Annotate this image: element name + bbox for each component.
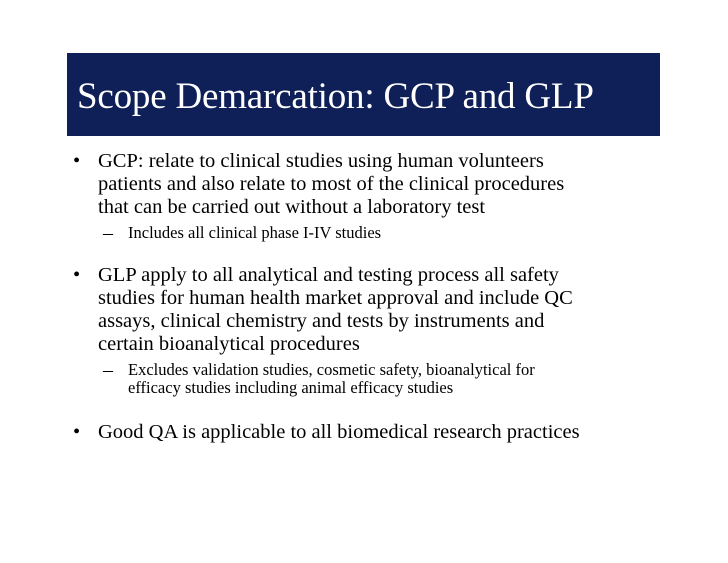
bullet-icon: • — [73, 264, 81, 286]
dash-icon: – — [103, 222, 113, 244]
bullet-text-line: certain bioanalytical procedures — [98, 333, 360, 355]
bullet-text-line: studies for human health market approval and include QC — [98, 287, 573, 309]
bullet-text-line: assays, clinical chemistry and tests by instruments and — [98, 310, 545, 332]
slide-title: Scope Demarcation: GCP and GLP — [77, 76, 594, 117]
sub-bullet-gcp-phases — [73, 224, 713, 242]
bullet-text-line: GCP: relate to clinical studies using human volunteers — [98, 150, 544, 172]
sub-bullet-text-line: Excludes validation studies, cosmetic safety, bioanalytical for — [128, 360, 535, 379]
bullet-text-line: that can be carried out without a laboratory test — [98, 196, 486, 218]
bullet-text-line: GLP apply to all analytical and testing process all safety — [98, 264, 559, 286]
bullet-icon: • — [73, 150, 81, 172]
spacer — [73, 242, 713, 264]
bullet-glp — [73, 264, 713, 356]
spacer — [73, 397, 713, 421]
bullet-text-line: patients and also relate to most of the clinical procedures — [98, 173, 565, 195]
bullet-gcp — [73, 150, 713, 219]
title-bar — [67, 53, 660, 136]
bullet-icon: • — [73, 421, 81, 443]
dash-icon: – — [103, 359, 113, 381]
slide-content — [73, 150, 713, 444]
sub-bullet-text-line: efficacy studies including animal efficacy studies — [128, 378, 454, 397]
bullet-good-qa — [73, 421, 713, 444]
sub-bullet-glp-exclusions — [73, 361, 713, 397]
sub-bullet-text-line: Includes all clinical phase I-IV studies — [128, 223, 382, 242]
bullet-text-line: Good QA is applicable to all biomedical research practices — [98, 421, 580, 443]
